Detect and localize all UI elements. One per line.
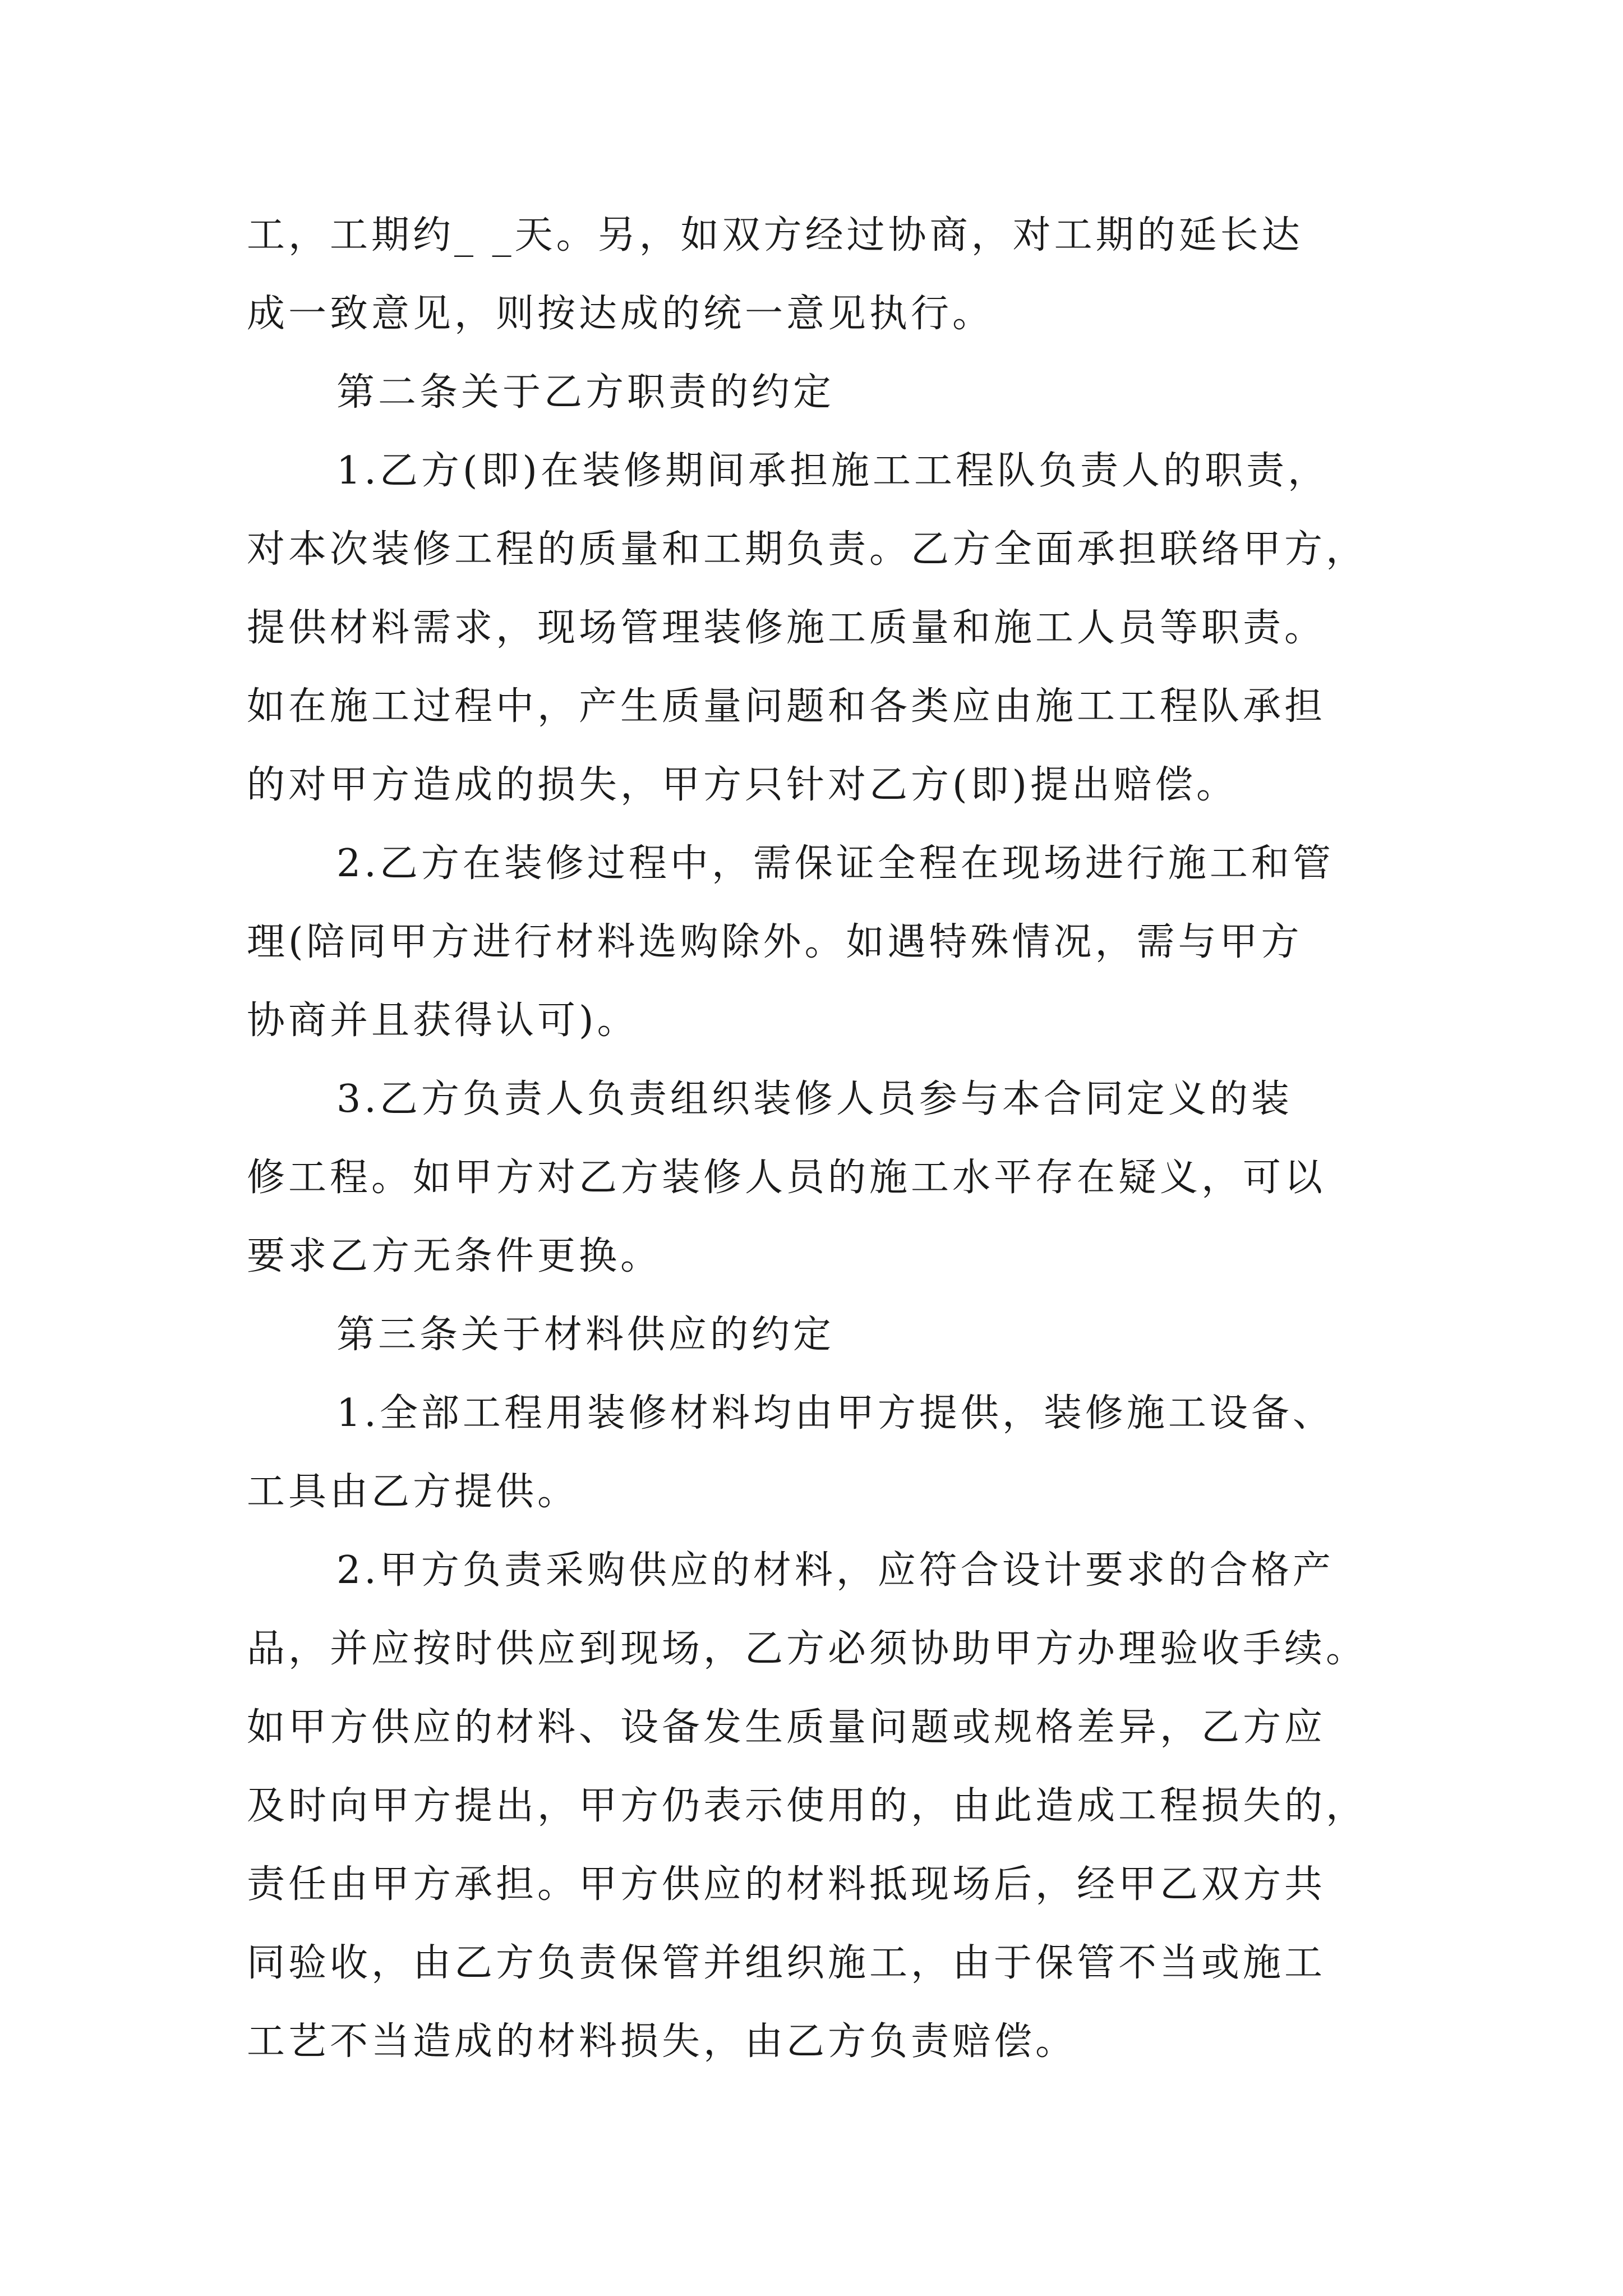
section-heading: 第二条关于乙方职责的约定: [336, 370, 835, 415]
text-line: 3.乙方负责人负责组织装修人员参与本合同定义的装: [336, 1077, 1293, 1121]
text-line: 协商并且获得认可)。: [247, 999, 639, 1043]
text-line: 2.乙方在装修过程中，需保证全程在现场进行施工和管: [336, 841, 1334, 886]
text-line: 责任由甲方承担。甲方供应的材料抵现场后，经甲乙双方共: [247, 1862, 1326, 1907]
text-line: 的对甲方造成的损失，甲方只针对乙方(即)提出赔偿。: [247, 763, 1238, 807]
text-line: 工艺不当造成的材料损失，由乙方负责赔偿。: [247, 2019, 1077, 2064]
text-line: 及时向甲方提出，甲方仍表示使用的，由此造成工程损失的，: [247, 1784, 1368, 1828]
text-line: 工具由乙方提供。: [247, 1470, 579, 1514]
text-line: 如甲方供应的材料、设备发生质量问题或规格差异，乙方应: [247, 1705, 1326, 1750]
section-heading: 第三条关于材料供应的约定: [336, 1313, 835, 1357]
text-line: 要求乙方无条件更换。: [247, 1234, 662, 1278]
text-line: 2.甲方负责采购供应的材料，应符合设计要求的合格产: [336, 1548, 1334, 1593]
text-line: 工，工期约_ _天。另，如双方经过协商，对工期的延长达: [247, 213, 1303, 257]
text-line: 品，并应按时供应到现场，乙方必须协助甲方办理验收手续。: [247, 1627, 1368, 1671]
text-line: 对本次装修工程的质量和工期负责。乙方全面承担联络甲方，: [247, 527, 1368, 572]
text-line: 提供材料需求，现场管理装修施工质量和施工人员等职责。: [247, 606, 1326, 650]
text-line: 1.全部工程用装修材料均由甲方提供，装修施工设备、: [336, 1391, 1334, 1435]
text-line: 理(陪同甲方进行材料选购除外。如遇特殊情况，需与甲方: [247, 920, 1303, 964]
text-line: 成一致意见，则按达成的统一意见执行。: [247, 292, 994, 336]
text-line: 如在施工过程中，产生质量问题和各类应由施工工程队承担: [247, 684, 1326, 729]
text-line: 1.乙方(即)在装修期间承担施工工程队负责人的职责，: [336, 449, 1329, 493]
text-line: 修工程。如甲方对乙方装修人员的施工水平存在疑义，可以: [247, 1156, 1326, 1200]
text-line: 同验收，由乙方负责保管并组织施工，由于保管不当或施工: [247, 1941, 1326, 1985]
